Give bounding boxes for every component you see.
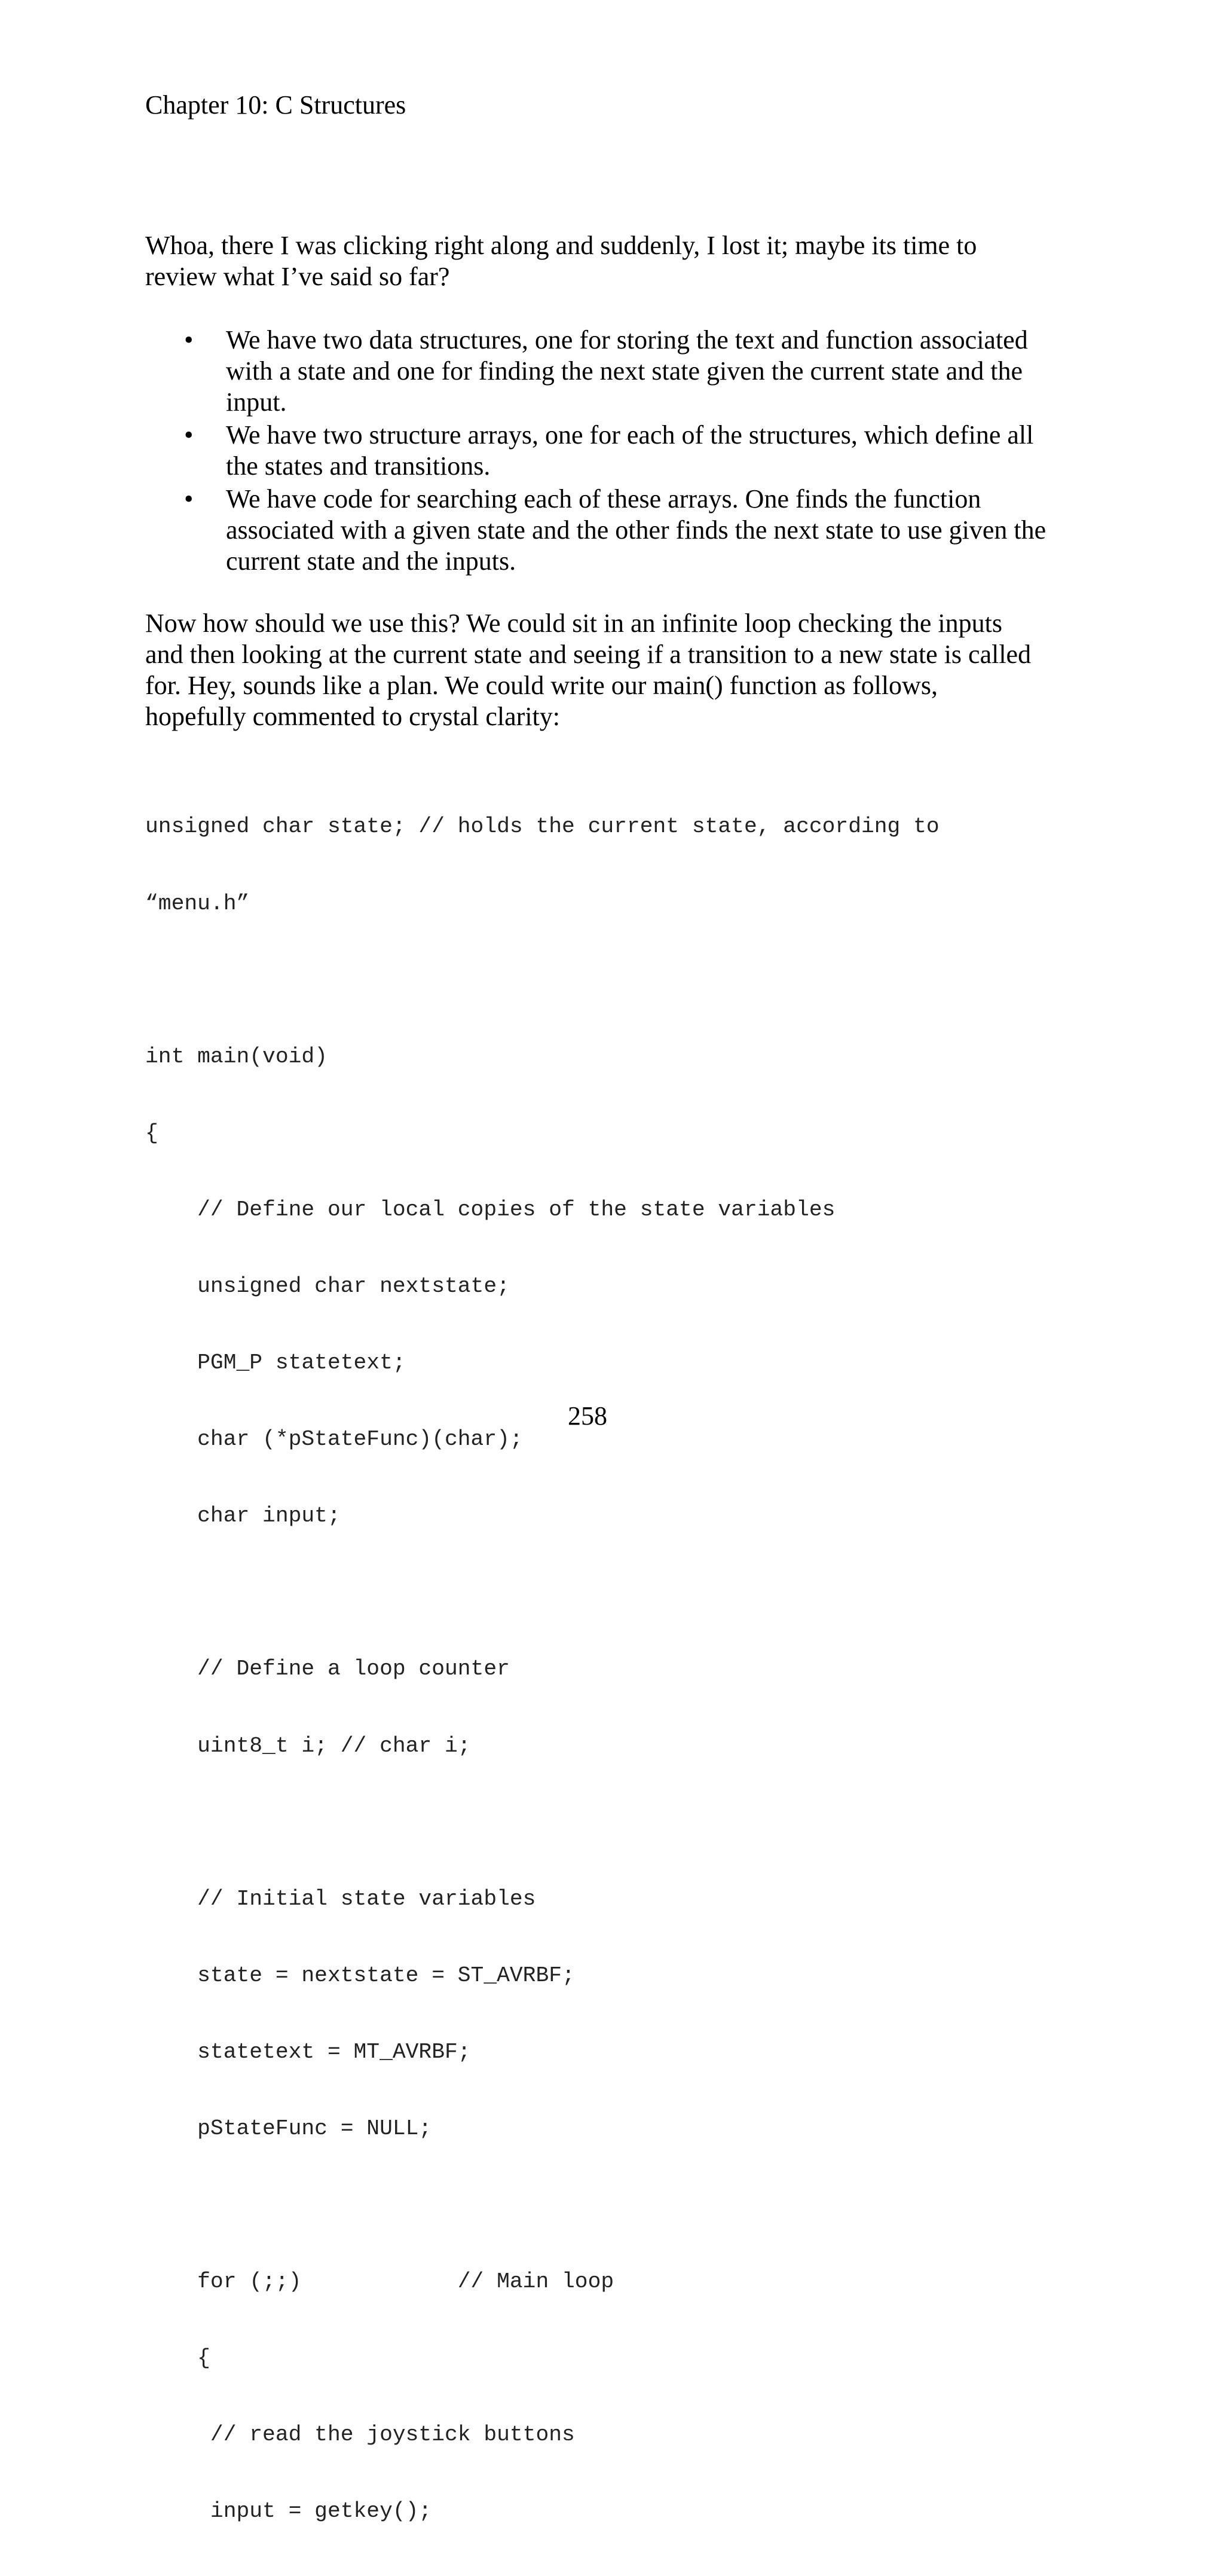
code-line: uint8_t i; // char i; bbox=[145, 1733, 471, 1758]
code-line: { bbox=[145, 1120, 158, 1145]
bullet-icon: • bbox=[184, 420, 194, 450]
code-line: unsigned char state; // holds the current state, according to bbox=[145, 814, 940, 839]
code-line: pStateFunc = NULL; bbox=[145, 2116, 432, 2141]
bullet-icon: • bbox=[184, 484, 194, 514]
bullet-item bbox=[145, 484, 1054, 577]
bullet-icon: • bbox=[184, 325, 194, 355]
bullet-list bbox=[145, 325, 1054, 579]
code-line: “menu.h” bbox=[145, 891, 250, 916]
intro-paragraph: Whoa, there I was clicking right along and suddenly, I lost it; maybe its time to review what I’ve said so far? bbox=[145, 231, 977, 291]
bullet-text: We have two structure arrays, one for each of the structures, which define all the states and transitions. bbox=[226, 420, 1034, 481]
code-line: // read the joystick buttons bbox=[145, 2422, 575, 2447]
code-line: // Define a loop counter bbox=[145, 1657, 510, 1682]
code-line: // Initial state variables bbox=[145, 1886, 536, 1911]
code-line: char input; bbox=[145, 1504, 341, 1529]
code-line: statetext = MT_AVRBF; bbox=[145, 2039, 471, 2064]
code-line: for (;;) // Main loop bbox=[145, 2269, 614, 2294]
bullet-item bbox=[145, 325, 1054, 418]
code-line: { bbox=[145, 2346, 210, 2371]
chapter-header: Chapter 10: C Structures bbox=[145, 90, 406, 120]
bullet-text: We have code for searching each of these arrays. One finds the function associated with a given state and the other finds the next state to use given the current state and the inputs. bbox=[226, 484, 1046, 576]
code-line: int main(void) bbox=[145, 1044, 328, 1069]
page-number: 258 bbox=[568, 1401, 607, 1431]
code-line: unsigned char nextstate; bbox=[145, 1273, 510, 1298]
code-line: input = getkey(); bbox=[145, 2499, 432, 2524]
code-line bbox=[145, 2193, 1078, 2219]
code-line: PGM_P statetext; bbox=[145, 1350, 406, 1376]
code-block bbox=[145, 763, 1078, 2576]
code-line: state = nextstate = ST_AVRBF; bbox=[145, 1963, 575, 1988]
body-paragraph: Now how should we use this? We could sit in an infinite loop checking the inputs and then looking at the current state and seeing if a transition to a new state is called for. Hey, sounds like a plan. We could write our main() function as follows, hopefully commented to crystal clarity: bbox=[145, 609, 1032, 731]
bullet-text: We have two data structures, one for storing the text and function associated with a state and one for finding the next state given the current state and the input. bbox=[226, 325, 1028, 417]
code-line: char (*pStateFunc)(char); bbox=[145, 1427, 523, 1452]
code-line bbox=[145, 968, 1078, 994]
code-line: // Define our local copies of the state variables bbox=[145, 1197, 836, 1222]
code-line bbox=[145, 1810, 1078, 1836]
bullet-item bbox=[145, 420, 1054, 482]
